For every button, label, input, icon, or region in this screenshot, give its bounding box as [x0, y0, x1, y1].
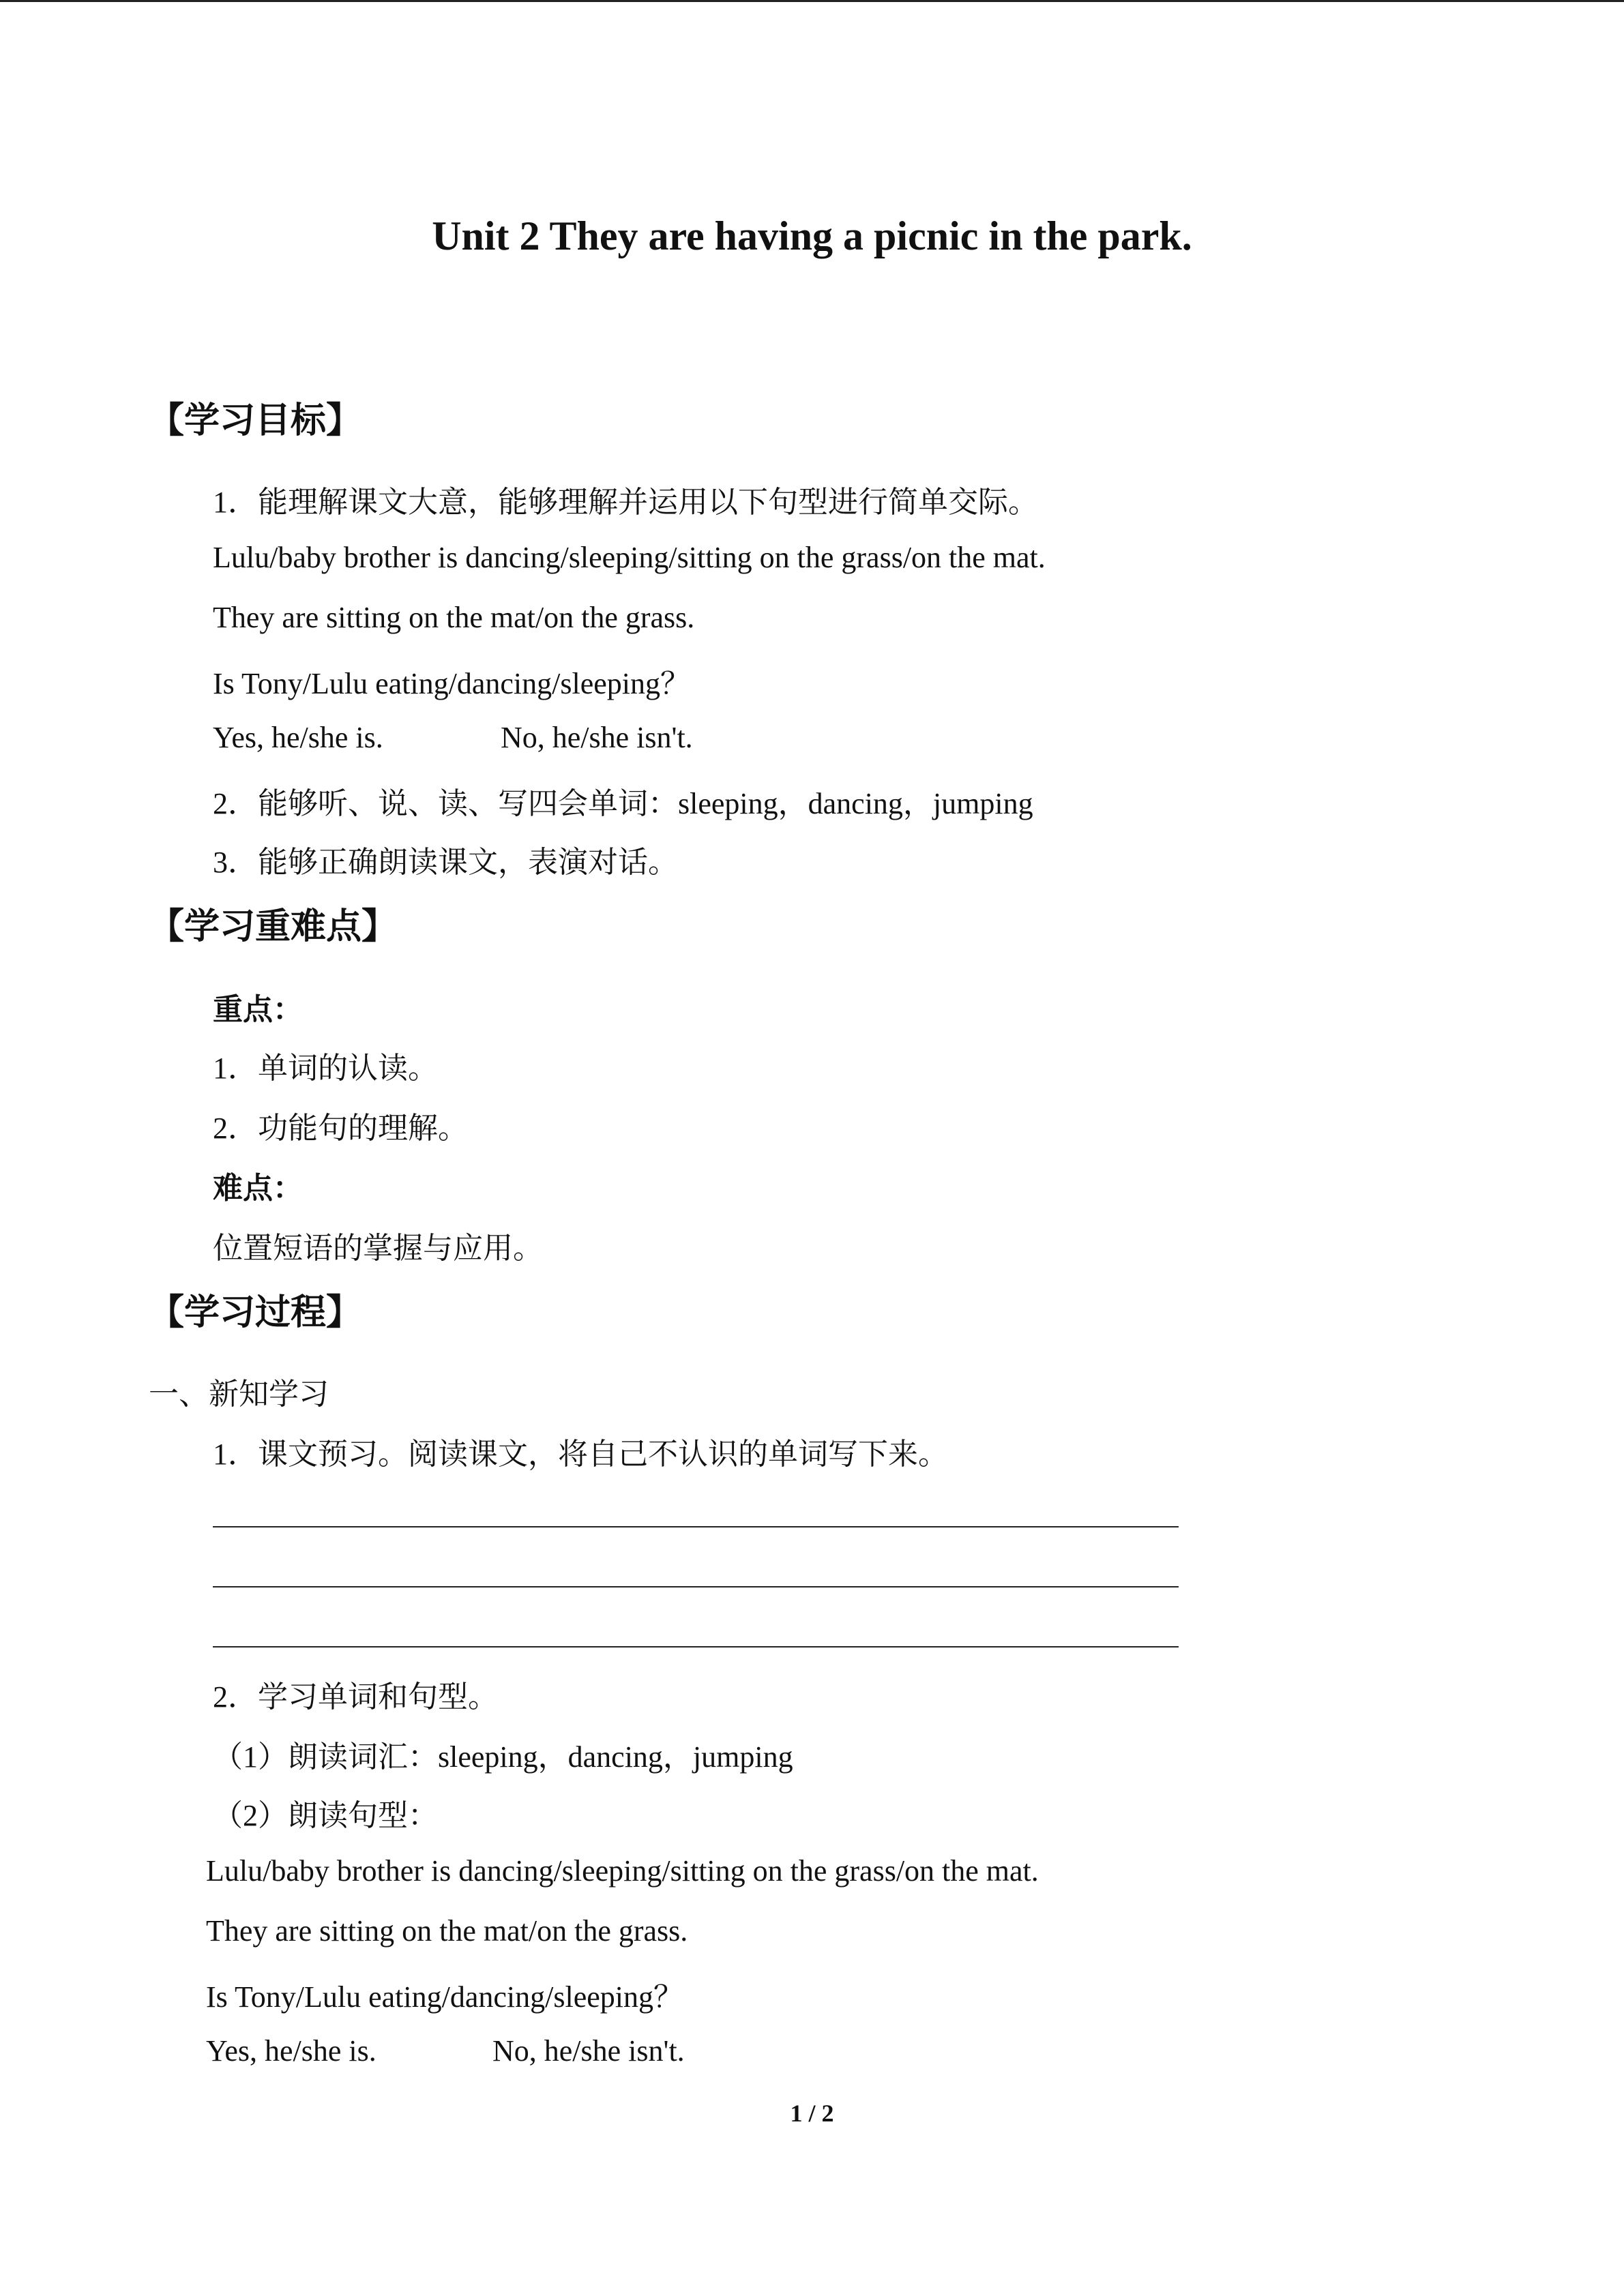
goal-question: Is Tony/Lulu eating/dancing/sleeping？ — [213, 667, 690, 700]
answer-blank-line-3[interactable] — [213, 1646, 1179, 1648]
process-answer-no: No, he/she isn't. — [492, 2034, 685, 2068]
process-patterns: （2）朗读句型： — [213, 1799, 438, 1832]
goal-item-3: 3．能够正确朗读课文，表演对话。 — [213, 846, 678, 879]
process-step-1: 1．课文预习。阅读课文，将自己不认识的单词写下来。 — [213, 1437, 948, 1471]
process-vocab: （1）朗读词汇：sleeping，dancing，jumping — [213, 1740, 793, 1774]
key-points-heading: 【学习重难点】 — [149, 908, 398, 946]
goal-item-1: 1．能理解课文大意，能够理解并运用以下句型进行简单交际。 — [213, 486, 1038, 519]
process-answer-yes: Yes, he/she is. — [206, 2034, 377, 2068]
key-item-1: 1．单词的认读。 — [213, 1052, 438, 1085]
process-heading: 【学习过程】 — [149, 1294, 362, 1332]
top-border — [0, 0, 1624, 2]
goal-item-2: 2．能够听、说、读、写四会单词：sleeping，dancing，jumping — [213, 787, 1033, 820]
goal-sentence-1: Lulu/baby brother is dancing/sleeping/sitting on the grass/on the mat. — [213, 541, 1046, 574]
process-sentence-2: They are sitting on the mat/on the grass. — [206, 1914, 688, 1948]
process-question: Is Tony/Lulu eating/dancing/sleeping？ — [206, 1980, 683, 2014]
page-number: 1 / 2 — [790, 2100, 834, 2127]
process-part-1: 一、新知学习 — [149, 1377, 329, 1411]
key-item-2: 2．功能句的理解。 — [213, 1112, 468, 1145]
answer-blank-line-1[interactable] — [213, 1526, 1179, 1527]
process-sentence-1: Lulu/baby brother is dancing/sleeping/sitting on the grass/on the mat. — [206, 1854, 1039, 1888]
goal-sentence-2: They are sitting on the mat/on the grass. — [213, 601, 695, 634]
answer-blank-line-2[interactable] — [213, 1586, 1179, 1587]
key-label: 重点： — [213, 993, 303, 1026]
process-step-2: 2．学习单词和句型。 — [213, 1680, 498, 1714]
difficult-item-1: 位置短语的掌握与应用。 — [213, 1232, 543, 1265]
difficult-label: 难点： — [213, 1172, 303, 1205]
goals-heading: 【学习目标】 — [149, 402, 362, 441]
goal-answer-yes: Yes, he/she is. — [213, 721, 383, 754]
goal-answer-no: No, he/she isn't. — [501, 721, 693, 754]
document-title: Unit 2 They are having a picnic in the park. — [432, 213, 1192, 258]
